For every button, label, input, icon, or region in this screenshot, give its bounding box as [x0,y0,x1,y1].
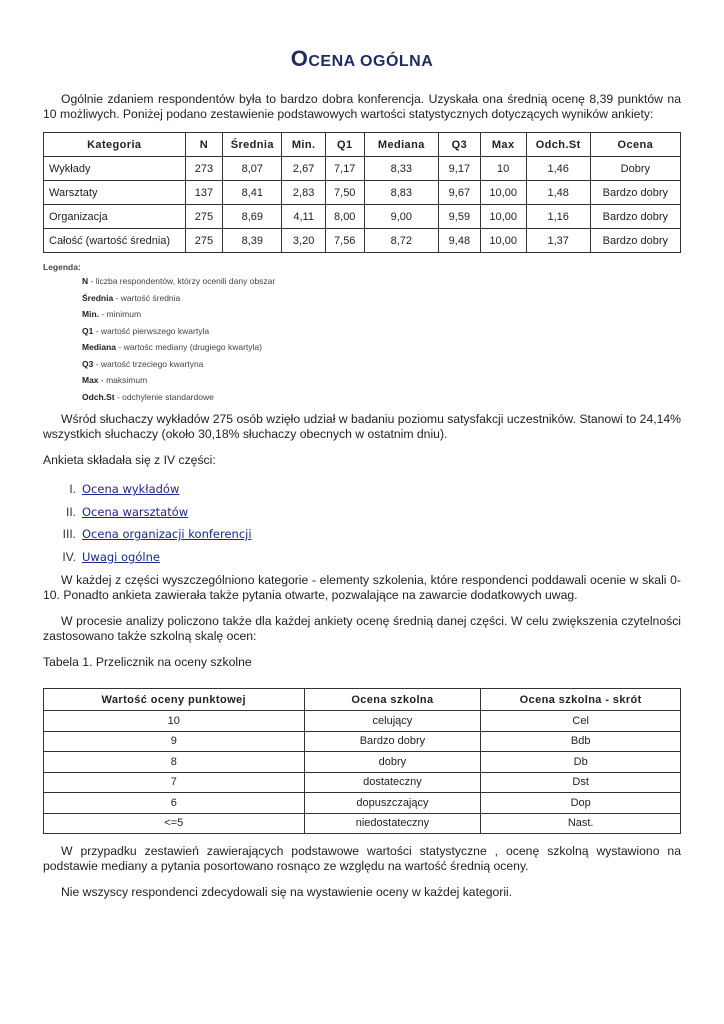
section-link[interactable]: Ocena wykładów [82,482,180,497]
table-cell: niedostateczny [304,813,481,834]
table-cell: 137 [185,181,223,205]
table-cell: 8,07 [223,157,282,181]
table-cell: 275 [185,205,223,229]
legend-term: Odch.St [82,391,115,402]
column-header: Max [480,133,526,157]
column-header: Min. [282,133,326,157]
table-cell: 1,37 [526,229,590,253]
column-header: Wartość oceny punktowej [44,689,305,711]
table-cell: Cel [481,711,681,732]
column-header: Q1 [325,133,364,157]
table-cell: 10 [480,157,526,181]
table-cell: 6 [44,793,305,814]
legend-item [82,326,275,343]
legend-term: Min. [82,309,99,319]
not-all-paragraph: Nie wszyscy respondenci zdecydowali się na wystawienie oceny w każdej kategorii. [61,885,513,899]
legend [43,262,275,408]
table-row [44,229,681,253]
table-cell: 8,83 [364,181,439,205]
grades-table [43,688,681,834]
legend-description: - liczba respondentów, którzy ocenili dany obszar [88,276,276,286]
table-cell: 7 [44,772,305,793]
column-header: Ocena szkolna [304,689,481,711]
intro-paragraph: Ogólnie zdaniem respondentów była to bardzo dobra konferencja. Uzyskała ona średnią ocenę 8,39 punktów na 10 możliwych. Poniżej podano zestawienie podstawowych wartości statystycznych dotyczących wyników ankiety: [43,92,681,121]
list-number: II. [65,504,76,519]
table-cell: dostateczny [304,772,481,793]
legend-term: Q3 [82,358,94,369]
statistics-table [43,132,681,253]
table-row [44,205,681,229]
table-cell: <=5 [44,813,305,834]
legend-title: Legenda: [43,262,81,272]
table-cell: Dobry [590,157,680,181]
list-number: III. [62,527,76,542]
table-cell: 1,46 [526,157,590,181]
sections-list [43,478,252,568]
table-cell: Całość (wartość średnia) [44,229,186,253]
list-number: IV. [62,549,76,564]
categories-paragraph: W każdej z części wyszczególniono kategorie - elementy szkolenia, które respondenci poddawali ocenie w skali 0-10. Ponadto ankieta zawierała także pytania otwarte, pozwalające na zawarcie dodatkowych uwag. [43,573,681,602]
table-cell: 8,00 [325,205,364,229]
legend-term: N [82,276,89,286]
table-row [44,813,681,834]
table-row [44,772,681,793]
table-cell: 10 [44,711,305,732]
table-cell: 9,67 [439,181,481,205]
table-cell: 2,83 [282,181,326,205]
legend-item [82,392,275,409]
table-cell: Nast. [481,813,681,834]
table-cell: Db [481,752,681,773]
table-cell: Organizacja [44,205,186,229]
legend-item [82,309,275,326]
legend-description: - wartość średnia [113,292,181,303]
table-cell: 7,17 [325,157,364,181]
column-header: Odch.St [526,133,590,157]
table-cell: 10,00 [480,181,526,205]
column-header: Mediana [364,133,439,157]
table-cell: 9,17 [439,157,481,181]
listeners-paragraph: Wśród słuchaczy wykładów 275 osób wzięło udział w badaniu poziomu satysfakcji uczestników. Stanowi to 24,14% wszystkich słuchaczy (około 30,18% słuchaczy obecnych w ostatnim dniu). [43,412,681,441]
list-item [43,478,252,501]
table-cell: Bardzo dobry [590,181,680,205]
column-header: Q3 [439,133,481,157]
table-cell: dopuszczający [304,793,481,814]
table-row [44,711,681,732]
legend-description: - wartość trzeciego kwartyna [93,358,204,369]
column-header: Ocena [590,133,680,157]
section-link[interactable]: Ocena organizacji konferencji [82,527,252,542]
legend-item [82,276,275,293]
median-paragraph: W przypadku zestawień zawierających podstawowe wartości statystyczne , ocenę szkolną wystawiono na podstawie mediany a pytania posortowano rosnąco ze względu na wartość średnią oceny. [43,844,681,873]
table-cell: 8 [44,752,305,773]
table-cell: 3,20 [282,229,326,253]
column-header: N [185,133,223,157]
legend-item [82,359,275,376]
table-cell: Dop [481,793,681,814]
section-link[interactable]: Uwagi ogólne [82,549,160,564]
legend-description: - minimum [99,309,142,319]
legend-description: - wartośc mediany (drugiego kwartyla) [116,342,262,352]
legend-description: - odchylenie standardowe [114,391,214,402]
table-cell: 8,41 [223,181,282,205]
table-cell: 8,69 [223,205,282,229]
table-cell: 9,59 [439,205,481,229]
table-cell: dobry [304,752,481,773]
table-cell: Bdb [481,731,681,752]
list-item [43,501,252,524]
table-cell: 9,00 [364,205,439,229]
table-cell: Wykłady [44,157,186,181]
legend-term: Średnia [82,292,114,303]
legend-description: - wartość pierwszego kwartyla [93,325,210,336]
table-cell: Bardzo dobry [590,229,680,253]
legend-term: Max [82,375,99,385]
legend-term: Mediana [82,342,117,352]
table-cell: 7,50 [325,181,364,205]
table-cell: 2,67 [282,157,326,181]
table-header-row [44,133,681,157]
table-cell: 8,33 [364,157,439,181]
table-cell: 275 [185,229,223,253]
list-item [43,523,252,546]
column-header: Kategoria [44,133,186,157]
column-header: Średnia [223,133,282,157]
table-cell: 8,72 [364,229,439,253]
table-cell: Dst [481,772,681,793]
table-cell: 1,48 [526,181,590,205]
table-cell: 10,00 [480,205,526,229]
table-cell: 10,00 [480,229,526,253]
table-cell: 1,16 [526,205,590,229]
table-cell: Warsztaty [44,181,186,205]
page-title: OCENA OGÓLNA [290,46,434,71]
column-header: Ocena szkolna - skrót [481,689,681,711]
table-cell: 9 [44,731,305,752]
section-link[interactable]: Ocena warsztatów [82,504,189,519]
table-header-row [44,689,681,711]
table-row [44,731,681,752]
parts-paragraph: Ankieta składała się z IV części: [43,453,216,467]
table-cell: Bardzo dobry [590,205,680,229]
legend-item [82,375,275,392]
list-number: I. [69,482,76,497]
table-cell: 8,39 [223,229,282,253]
legend-description: - maksimum [98,375,148,385]
legend-term: Q1 [82,325,94,336]
table-cell: 4,11 [282,205,326,229]
table-caption: Tabela 1. Przelicznik na oceny szkolne [43,655,252,669]
table-cell: 273 [185,157,223,181]
analysis-paragraph: W procesie analizy policzono także dla każdej ankiety ocenę średnią danej części. W celu zwiększenia czytelności zastosowano także szkolną skalę ocen: [43,614,681,643]
table-cell: 7,56 [325,229,364,253]
table-row [44,793,681,814]
table-cell: Bardzo dobry [304,731,481,752]
table-row [44,157,681,181]
table-cell: celujący [304,711,481,732]
legend-item [82,293,275,310]
legend-item [82,342,275,359]
list-item [43,546,252,569]
table-row [44,181,681,205]
table-cell: 9,48 [439,229,481,253]
table-row [44,752,681,773]
